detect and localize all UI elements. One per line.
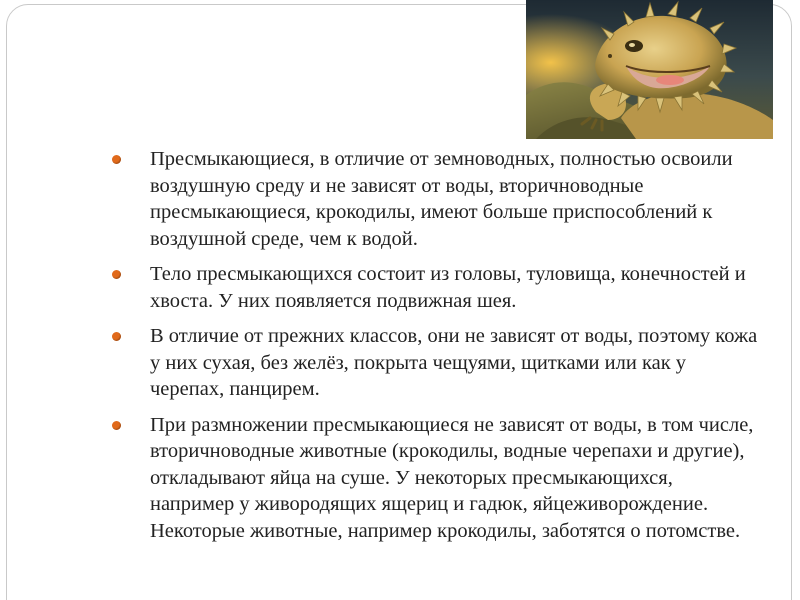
lizard-photo (526, 0, 773, 139)
lizard-illustration (526, 0, 773, 139)
bullet-text: Пресмыкающиеся, в отличие от земноводных, полностью освоили воздушную среду и не зависят от воды, вторичноводные пресмыкающиеся, крокодилы, имеют больше приспособлений к воздушной среде, чем к водой. (150, 148, 733, 250)
bullet-item (108, 323, 758, 403)
bullet-dot-icon (112, 332, 121, 341)
bullet-text: При размножении пресмыкающиеся не зависят от воды, в том числе, вторичноводные животные (крокодилы, водные черепахи и другие), откладывают яйца на суше. У некоторых пресмыкающихся, например у живородящих ящериц и гадюк, яйцеживорождение. Некоторые животные, например крокодилы, заботятся о потомстве. (150, 413, 754, 542)
bullet-item (108, 146, 758, 252)
bullet-text: В отличие от прежних классов, они не зависят от воды, поэтому кожа у них сухая, без желёз, покрыта чещуями, щитками или как у черепах, панцирем. (150, 325, 758, 400)
bullet-list (108, 146, 758, 553)
bullet-item (108, 261, 758, 314)
bullet-dot-icon (112, 270, 121, 279)
bullet-dot-icon (112, 421, 121, 430)
bullet-dot-icon (112, 155, 121, 164)
bullet-item (108, 412, 758, 545)
bullet-text: Тело пресмыкающихся состоит из головы, туловища, конечностей и хвоста. У них появляется подвижная шея. (150, 263, 746, 312)
